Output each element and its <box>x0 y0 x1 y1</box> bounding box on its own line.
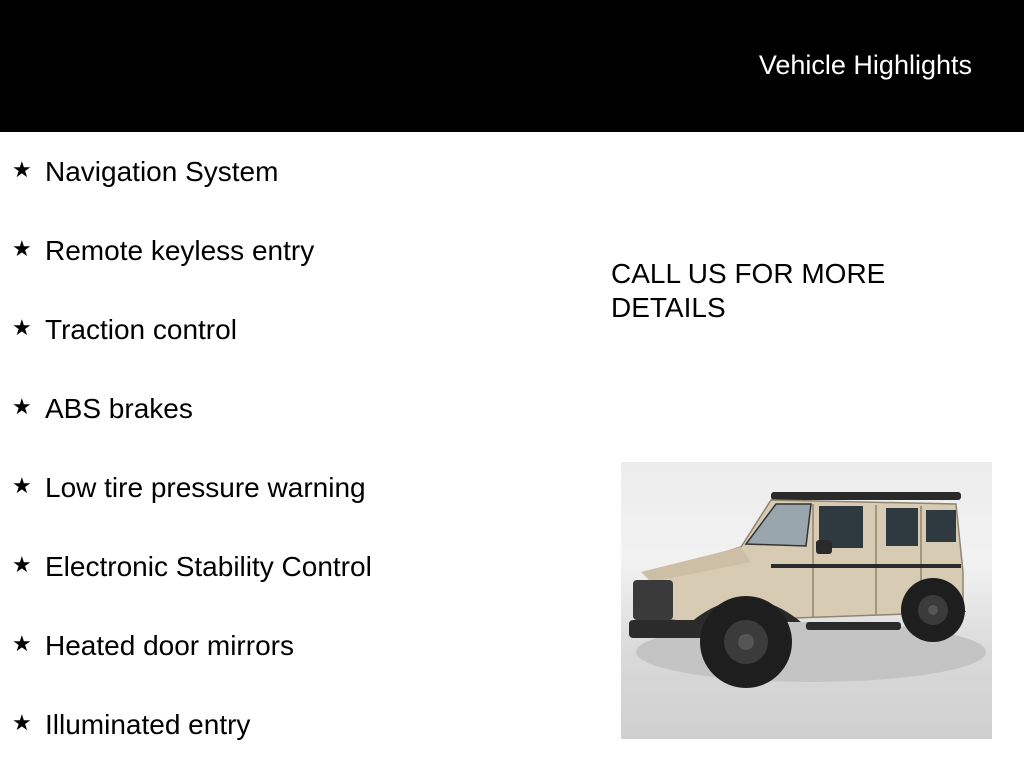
star-icon: ★ <box>12 552 32 577</box>
header-bar <box>0 0 1024 132</box>
star-icon: ★ <box>12 631 32 656</box>
star-icon: ★ <box>12 236 32 261</box>
feature-label: Electronic Stability Control <box>45 551 372 582</box>
list-item <box>12 310 372 389</box>
star-icon: ★ <box>12 473 32 498</box>
star-icon: ★ <box>12 394 32 419</box>
star-icon: ★ <box>12 710 32 735</box>
star-icon: ★ <box>12 157 32 182</box>
list-item <box>12 468 372 547</box>
list-item <box>12 626 372 705</box>
feature-label: Navigation System <box>45 156 279 187</box>
feature-label: ABS brakes <box>45 393 193 424</box>
list-item <box>12 152 372 231</box>
vehicle-icon <box>621 462 992 739</box>
feature-label: Illuminated entry <box>45 709 251 740</box>
call-to-action: CALL US FOR MORE DETAILS <box>611 258 886 323</box>
page-title: Vehicle Highlights <box>758 50 972 80</box>
feature-label: Heated door mirrors <box>45 630 294 661</box>
star-icon: ★ <box>12 315 32 340</box>
vehicle-photo <box>621 462 992 739</box>
feature-label: Low tire pressure warning <box>45 472 366 503</box>
list-item <box>12 547 372 626</box>
feature-label: Remote keyless entry <box>45 235 315 266</box>
list-item <box>12 705 372 784</box>
feature-label: Traction control <box>45 314 237 345</box>
list-item <box>12 389 372 468</box>
feature-list <box>12 152 372 784</box>
list-item <box>12 231 372 310</box>
